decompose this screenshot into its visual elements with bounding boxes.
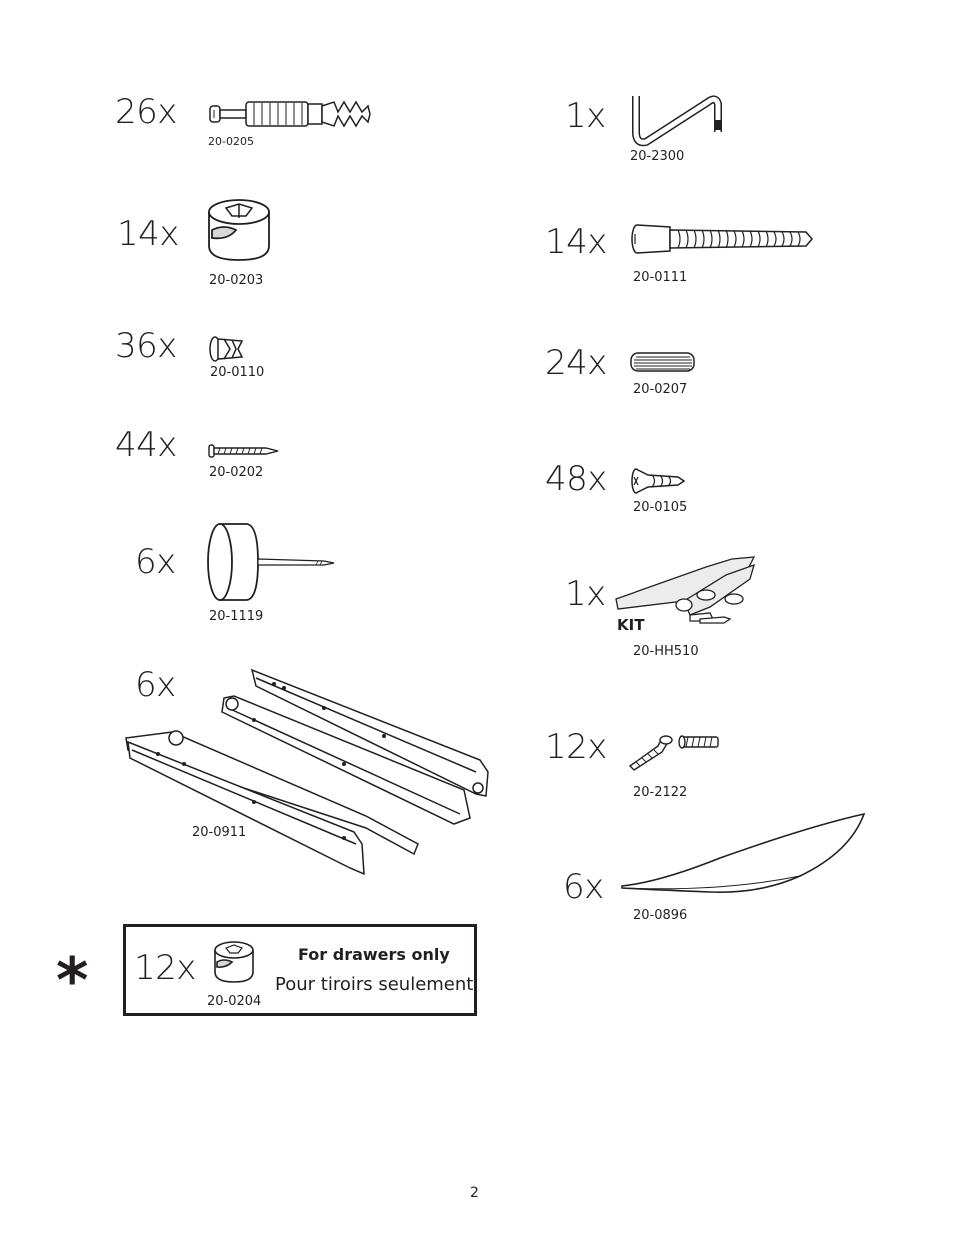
part-code: 20-0111 [633,270,688,285]
connector-screw-icon [630,222,816,260]
allen-key-icon [628,92,724,152]
part-code: 20-1119 [209,609,264,624]
page-number: 2 [470,1185,479,1201]
quantity-label: 12x [545,727,607,767]
part-code: 20-2300 [630,149,685,164]
part-code: 20-0203 [209,273,264,288]
short-screw-icon [630,467,686,499]
drawer-slide-icon [124,665,494,882]
quantity-label: 48x [545,459,607,499]
part-code: 20-0202 [209,465,264,480]
part-code: 20-0896 [633,908,688,923]
quantity-label: 14x [117,214,179,254]
quantity-label: 1x [565,96,606,136]
quantity-label: 12x [134,948,196,988]
screws-icon [628,730,722,776]
cam-lock-icon [212,940,256,988]
small-dowel-insert-icon [208,335,244,367]
part-code: 20-0105 [633,500,688,515]
part-code: 20-0205 [208,135,254,148]
drawer-note-english: For drawers only [298,945,450,964]
quantity-label: 6x [563,867,604,907]
quantity-label: 36x [115,326,177,366]
quantity-label: 6x [135,665,176,705]
quantity-label: 26x [115,92,177,132]
part-code: 20-0207 [633,382,688,397]
quantity-label: 14x [545,222,607,262]
quantity-label: 6x [135,542,176,582]
quantity-label: 24x [545,343,607,383]
asterisk-marker: * [56,944,89,1017]
part-code: 20-0110 [210,365,265,380]
wood-dowel-icon [630,351,696,377]
part-code: 20-0911 [192,825,247,840]
quantity-label: 44x [115,425,177,465]
part-code: 20-2122 [633,785,688,800]
part-code: 20-HH510 [633,644,699,659]
shelf-shim-icon [620,812,868,900]
cam-lock-icon [206,196,272,268]
quantity-label: 1x [565,574,606,614]
furniture-glide-icon [206,520,338,608]
kit-label: KIT [617,616,645,634]
part-code: 20-0204 [207,994,262,1009]
cam-bolt-icon [208,98,374,132]
nail-icon [208,443,280,463]
drawer-note-french: Pour tiroirs seulement [275,974,474,995]
